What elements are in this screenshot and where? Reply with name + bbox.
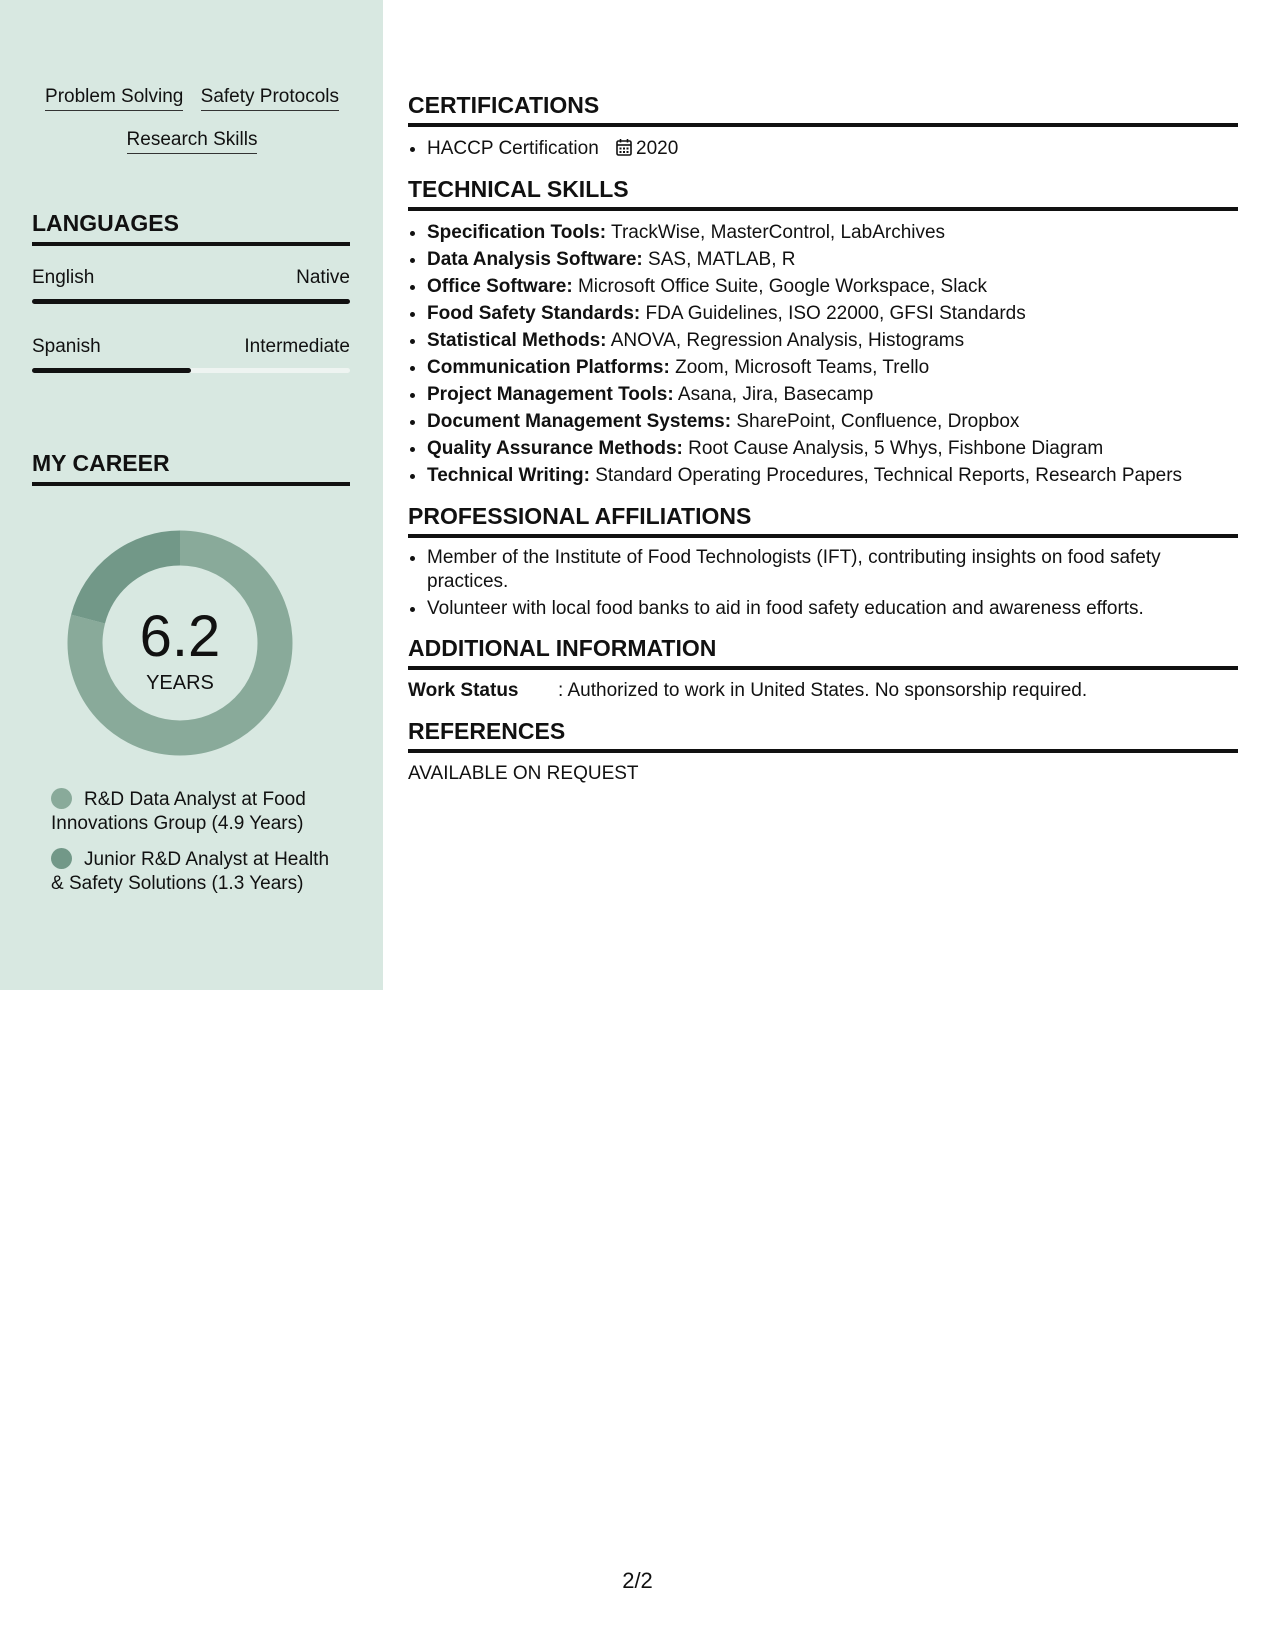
skill-label: Communication Platforms: — [427, 357, 670, 378]
legend-dot — [51, 848, 72, 869]
skill-item — [427, 462, 1238, 489]
skill-value: ANOVA, Regression Analysis, Histograms — [606, 330, 965, 351]
skill-label: Project Management Tools: — [427, 384, 674, 405]
skill-item — [427, 219, 1238, 246]
skill-value: TrackWise, MasterControl, LabArchives — [606, 222, 946, 243]
skill-item — [427, 435, 1238, 462]
affiliation-item: • Volunteer with local food banks to aid in food safety education and awareness efforts. — [427, 597, 1238, 621]
skill-label: Quality Assurance Methods: — [427, 438, 683, 459]
skill-item — [427, 381, 1238, 408]
skill-item — [427, 354, 1238, 381]
affiliation-item: • Member of the Institute of Food Technologists (IFT), contributing insights on food safety practices. — [427, 546, 1238, 594]
work-status-row — [408, 678, 1238, 704]
career-heading: MY CAREER — [32, 450, 350, 486]
skill-value: SharePoint, Confluence, Dropbox — [731, 411, 1020, 432]
language-name: English — [32, 267, 95, 288]
skill-item — [427, 408, 1238, 435]
language-name: Spanish — [32, 336, 101, 357]
work-status-value: : Authorized to work in United States. No sponsorship required. — [558, 680, 1088, 701]
skill-value: Microsoft Office Suite, Google Workspace, Slack — [572, 276, 988, 297]
skill-item — [427, 273, 1238, 300]
technical-skills-list — [408, 219, 1238, 489]
language-level: Intermediate — [244, 336, 350, 357]
languages-heading: LANGUAGES — [32, 210, 350, 246]
additional-info-section — [408, 635, 1238, 704]
technical-skills-section — [408, 176, 1238, 489]
sidebar — [0, 0, 383, 990]
affiliations-heading: PROFESSIONAL AFFILIATIONS — [408, 503, 1238, 538]
skill-label: Statistical Methods: — [427, 330, 607, 351]
skill-value: Zoom, Microsoft Teams, Trello — [669, 357, 930, 378]
career-total-years: 6.2 — [139, 604, 221, 669]
work-status-label: Work Status — [408, 680, 519, 701]
language-row — [32, 267, 350, 289]
skill-label: Food Safety Standards: — [427, 303, 641, 324]
skill-label: Data Analysis Software: — [427, 249, 643, 270]
language-level: Native — [296, 267, 350, 288]
certification-year: 2020 — [636, 138, 679, 159]
career-item-label: R&D Data Analyst at Food Innovations Group (4.9 Years) — [51, 789, 306, 834]
affiliations-list — [408, 546, 1238, 621]
career-years-label: YEARS — [146, 672, 214, 694]
language-row — [32, 336, 350, 358]
skill-value: Root Cause Analysis, 5 Whys, Fishbone Diagram — [682, 438, 1104, 459]
skill-label: Office Software: — [427, 276, 573, 297]
references-section — [408, 718, 1238, 785]
career-item-label: Junior R&D Analyst at Health & Safety Solutions (1.3 Years) — [51, 849, 330, 894]
skill-item — [427, 246, 1238, 273]
certifications-heading: CERTIFICATIONS — [408, 92, 1238, 127]
page-number: 2/2 — [622, 1568, 653, 1593]
main-content — [408, 92, 1238, 799]
certification-item — [427, 135, 1238, 162]
skill-tag: Safety Protocols — [201, 86, 339, 111]
career-donut-chart — [65, 528, 295, 758]
language-bar — [32, 299, 350, 304]
career-legend-item — [51, 788, 341, 836]
language-bar — [32, 368, 350, 373]
skill-item — [427, 300, 1238, 327]
skill-value: Asana, Jira, Basecamp — [673, 384, 874, 405]
references-heading: REFERENCES — [408, 718, 1238, 753]
skill-value: FDA Guidelines, ISO 22000, GFSI Standards — [640, 303, 1026, 324]
certifications-section — [408, 92, 1238, 162]
language-bar-fill — [32, 368, 191, 373]
certifications-list — [408, 135, 1238, 162]
skill-tag: Research Skills — [127, 129, 258, 154]
calendar-icon — [616, 138, 632, 156]
career-legend — [51, 788, 341, 908]
references-text: AVAILABLE ON REQUEST — [408, 763, 639, 784]
skill-label: Document Management Systems: — [427, 411, 732, 432]
skill-label: Technical Writing: — [427, 465, 590, 486]
additional-info-heading: ADDITIONAL INFORMATION — [408, 635, 1238, 670]
language-bar-fill — [32, 299, 350, 304]
skill-label: Specification Tools: — [427, 222, 607, 243]
affiliations-section — [408, 503, 1238, 621]
skill-tag: Problem Solving — [45, 86, 183, 111]
skill-value: SAS, MATLAB, R — [642, 249, 796, 270]
career-legend-item — [51, 848, 341, 896]
skill-tags — [32, 86, 352, 172]
legend-dot — [51, 788, 72, 809]
skill-item — [427, 327, 1238, 354]
technical-skills-heading: TECHNICAL SKILLS — [408, 176, 1238, 211]
skill-value: Standard Operating Procedures, Technical Reports, Research Papers — [589, 465, 1183, 486]
certification-name: HACCP Certification — [427, 138, 599, 159]
